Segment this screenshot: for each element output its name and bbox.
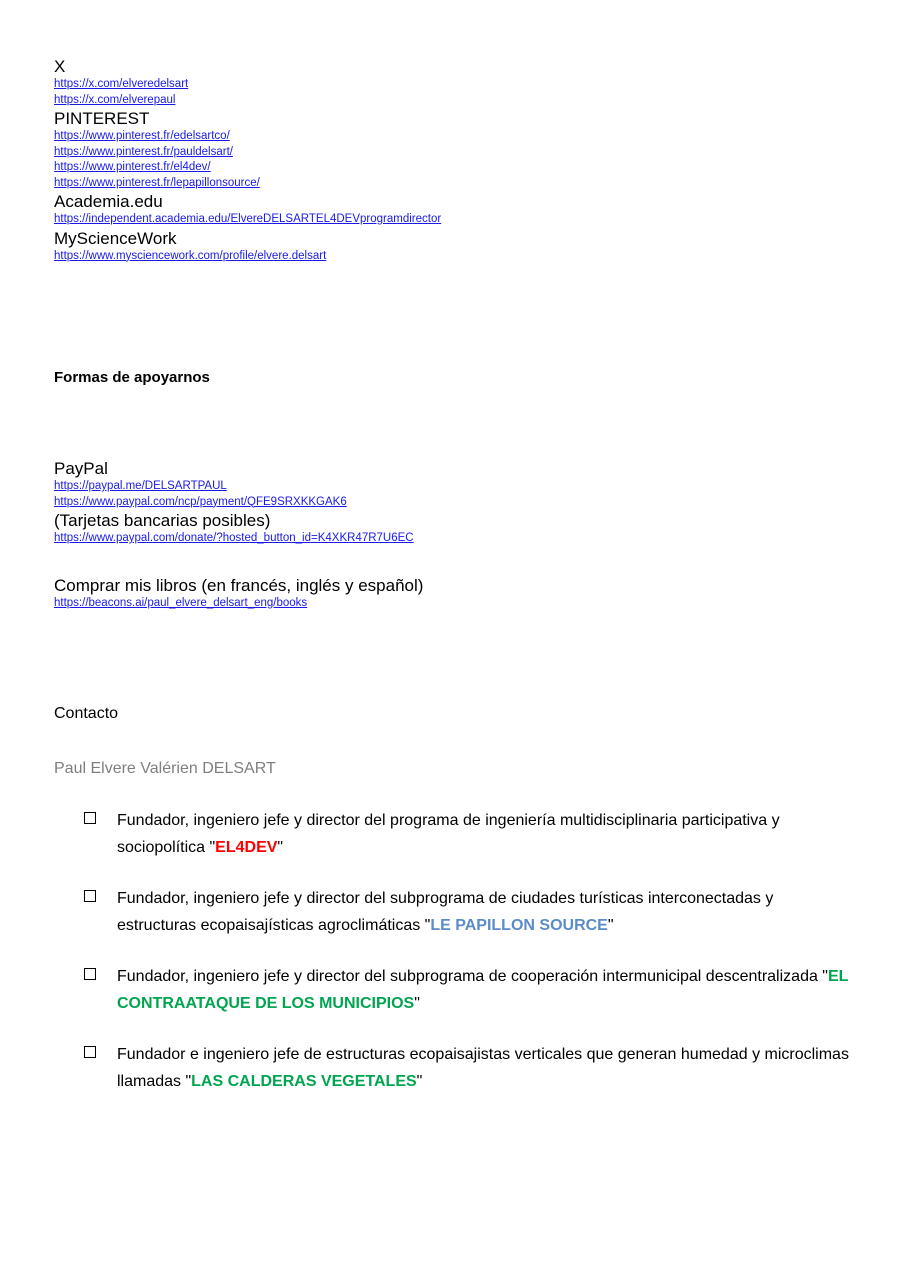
square-bullet-icon bbox=[84, 890, 96, 902]
role-text-before: Fundador e ingeniero jefe de estructuras ecopaisajistas verticales que generan humedad y microclimas llamadas " bbox=[117, 1046, 849, 1090]
link-beacons-books[interactable]: https://beacons.ai/paul_elvere_delsart_eng/books bbox=[54, 596, 308, 609]
spacer bbox=[54, 724, 854, 758]
role-text bbox=[117, 968, 848, 1012]
square-bullet-icon bbox=[84, 968, 96, 980]
section-pinterest bbox=[54, 108, 854, 191]
role-text-before: Fundador, ingeniero jefe y director del subprograma de ciudades turísticas interconectadas y estructuras ecopaisajísticas agroclimáticas " bbox=[117, 890, 774, 934]
spacer bbox=[54, 611, 854, 681]
role-text-after: " bbox=[416, 1073, 423, 1090]
section-x bbox=[54, 56, 854, 108]
role-highlight: EL CONTRAATAQUE DE LOS MUNICIPIOS bbox=[117, 968, 849, 1012]
link-paypal-donate[interactable]: https://www.paypal.com/donate/?hosted_button_id=K4XKR47R7U6EC bbox=[54, 532, 414, 544]
link-pinterest-lepapillonsource[interactable]: https://www.pinterest.fr/lepapillonsource/ bbox=[54, 176, 260, 189]
link-mysciencework-profile[interactable]: https://www.mysciencework.com/profile/elvere.delsart bbox=[54, 249, 327, 262]
role-highlight: EL4DEV bbox=[215, 839, 278, 856]
contact-name: Paul Elvere Valérien DELSART bbox=[54, 760, 276, 777]
role-text-after: " bbox=[607, 917, 614, 934]
list-item bbox=[84, 807, 854, 861]
spacer bbox=[54, 779, 854, 807]
section-paypal bbox=[54, 458, 854, 547]
heading-formas-de-apoyarnos: Formas de apoyarnos bbox=[54, 369, 210, 386]
role-text-before: Fundador, ingeniero jefe y director del subprograma de cooperación intermunicipal descentralizada " bbox=[117, 968, 828, 985]
spacer bbox=[54, 681, 854, 703]
square-bullet-icon bbox=[84, 812, 96, 824]
role-text-after: " bbox=[414, 995, 420, 1012]
square-bullet-icon bbox=[84, 1046, 96, 1058]
section-mysciencework bbox=[54, 228, 854, 265]
list-item bbox=[84, 963, 854, 1017]
roles-list bbox=[54, 807, 854, 1095]
section-books bbox=[54, 575, 854, 612]
link-pinterest-pauldelsart[interactable]: https://www.pinterest.fr/pauldelsart/ bbox=[54, 145, 233, 158]
section-heading-paypal: PayPal bbox=[54, 459, 108, 478]
role-text bbox=[117, 1046, 849, 1090]
section-heading-pinterest: PINTEREST bbox=[54, 109, 150, 128]
link-pinterest-edelsartco[interactable]: https://www.pinterest.fr/edelsartco/ bbox=[54, 130, 230, 142]
spacer bbox=[54, 388, 854, 450]
role-highlight: LAS CALDERAS VEGETALES bbox=[191, 1073, 417, 1090]
link-x-elveredelsart[interactable]: https://x.com/elveredelsart bbox=[54, 78, 189, 90]
heading-contacto: Contacto bbox=[54, 705, 119, 722]
role-text-before: Fundador, ingeniero jefe y director del programa de ingeniería multidisciplinaria participativa y sociopolítica " bbox=[117, 812, 780, 856]
link-x-elverepaul[interactable]: https://x.com/elverepaul bbox=[54, 93, 176, 106]
section-academia bbox=[54, 191, 854, 228]
role-text-after: " bbox=[277, 839, 284, 856]
role-text bbox=[117, 812, 780, 856]
spacer bbox=[54, 264, 854, 334]
paypal-cards-note: (Tarjetas bancarias posibles) bbox=[54, 511, 271, 530]
spacer bbox=[54, 547, 854, 575]
document-body bbox=[54, 56, 854, 1095]
link-pinterest-el4dev[interactable]: https://www.pinterest.fr/el4dev/ bbox=[54, 161, 211, 173]
spacer bbox=[54, 450, 854, 458]
list-item bbox=[84, 1041, 854, 1095]
role-text bbox=[117, 890, 773, 934]
link-paypal-me[interactable]: https://paypal.me/DELSARTPAUL bbox=[54, 480, 227, 492]
list-item bbox=[84, 885, 854, 939]
link-paypal-ncp-payment[interactable]: https://www.paypal.com/ncp/payment/QFE9SRXKKGAK6 bbox=[54, 495, 347, 508]
section-heading-x: X bbox=[54, 57, 66, 76]
heading-comprar-mis-libros: Comprar mis libros (en francés, inglés y español) bbox=[54, 575, 424, 595]
link-academia-profile[interactable]: https://independent.academia.edu/ElvereDELSARTEL4DEVprogramdirector bbox=[54, 213, 442, 225]
section-heading-mysciencework: MyScienceWork bbox=[54, 228, 177, 248]
role-highlight: LE PAPILLON SOURCE bbox=[430, 917, 608, 934]
spacer bbox=[54, 334, 854, 368]
section-heading-academia: Academia.edu bbox=[54, 192, 163, 211]
